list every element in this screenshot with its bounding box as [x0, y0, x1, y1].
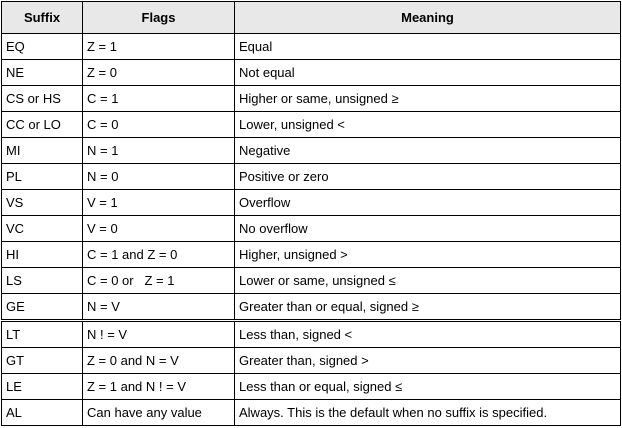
suffix-cell: VC	[2, 216, 83, 242]
flags-cell: C = 1	[83, 86, 235, 112]
table-row	[2, 112, 621, 138]
meaning-cell: Lower, unsigned <	[235, 112, 621, 138]
flags-cell: C = 0 or Z = 1	[83, 268, 235, 294]
table-row	[2, 34, 621, 60]
header-flags: Flags	[83, 2, 235, 34]
table-row	[2, 190, 621, 216]
meaning-cell: Less than or equal, signed ≤	[235, 374, 621, 400]
meaning-cell: Lower or same, unsigned ≤	[235, 268, 621, 294]
suffix-cell: CS or HS	[2, 86, 83, 112]
suffix-cell: MI	[2, 138, 83, 164]
suffix-cell: CC or LO	[2, 112, 83, 138]
table-row	[2, 321, 621, 348]
meaning-cell: Not equal	[235, 60, 621, 86]
flags-cell: C = 1 and Z = 0	[83, 242, 235, 268]
table-row	[2, 86, 621, 112]
table-row	[2, 400, 621, 426]
flags-cell: N = 1	[83, 138, 235, 164]
table-row	[2, 60, 621, 86]
flags-cell: Z = 0 and N = V	[83, 348, 235, 374]
meaning-cell: No overflow	[235, 216, 621, 242]
flags-cell: N = 0	[83, 164, 235, 190]
suffix-cell: LS	[2, 268, 83, 294]
meaning-cell: Greater than, signed >	[235, 348, 621, 374]
table-row	[2, 268, 621, 294]
meaning-cell: Always. This is the default when no suffix is specified.	[235, 400, 621, 426]
header-suffix: Suffix	[2, 2, 83, 34]
suffix-cell: LE	[2, 374, 83, 400]
table-row	[2, 216, 621, 242]
flags-cell: N ! = V	[83, 321, 235, 348]
meaning-cell: Greater than or equal, signed ≥	[235, 294, 621, 321]
table-row	[2, 374, 621, 400]
flags-cell: V = 1	[83, 190, 235, 216]
table-row	[2, 242, 621, 268]
flags-cell: Z = 1 and N ! = V	[83, 374, 235, 400]
suffix-cell: GE	[2, 294, 83, 321]
meaning-cell: Equal	[235, 34, 621, 60]
condition-suffix-table-container	[1, 1, 620, 426]
suffix-cell: NE	[2, 60, 83, 86]
flags-cell: C = 0	[83, 112, 235, 138]
suffix-cell: HI	[2, 242, 83, 268]
meaning-cell: Higher or same, unsigned ≥	[235, 86, 621, 112]
header-row	[2, 2, 621, 34]
meaning-cell: Overflow	[235, 190, 621, 216]
suffix-cell: EQ	[2, 34, 83, 60]
suffix-cell: GT	[2, 348, 83, 374]
flags-cell: Z = 1	[83, 34, 235, 60]
suffix-cell: VS	[2, 190, 83, 216]
header-meaning: Meaning	[235, 2, 621, 34]
suffix-cell: PL	[2, 164, 83, 190]
flags-cell: N = V	[83, 294, 235, 321]
table-row	[2, 138, 621, 164]
meaning-cell: Positive or zero	[235, 164, 621, 190]
table-row	[2, 294, 621, 321]
suffix-cell: LT	[2, 321, 83, 348]
table-row	[2, 348, 621, 374]
meaning-cell: Higher, unsigned >	[235, 242, 621, 268]
table-body	[2, 34, 621, 426]
flags-cell: V = 0	[83, 216, 235, 242]
flags-cell: Can have any value	[83, 400, 235, 426]
table-row	[2, 164, 621, 190]
table-header	[2, 2, 621, 34]
suffix-cell: AL	[2, 400, 83, 426]
condition-suffix-table	[1, 1, 621, 426]
meaning-cell: Negative	[235, 138, 621, 164]
flags-cell: Z = 0	[83, 60, 235, 86]
meaning-cell: Less than, signed <	[235, 321, 621, 348]
